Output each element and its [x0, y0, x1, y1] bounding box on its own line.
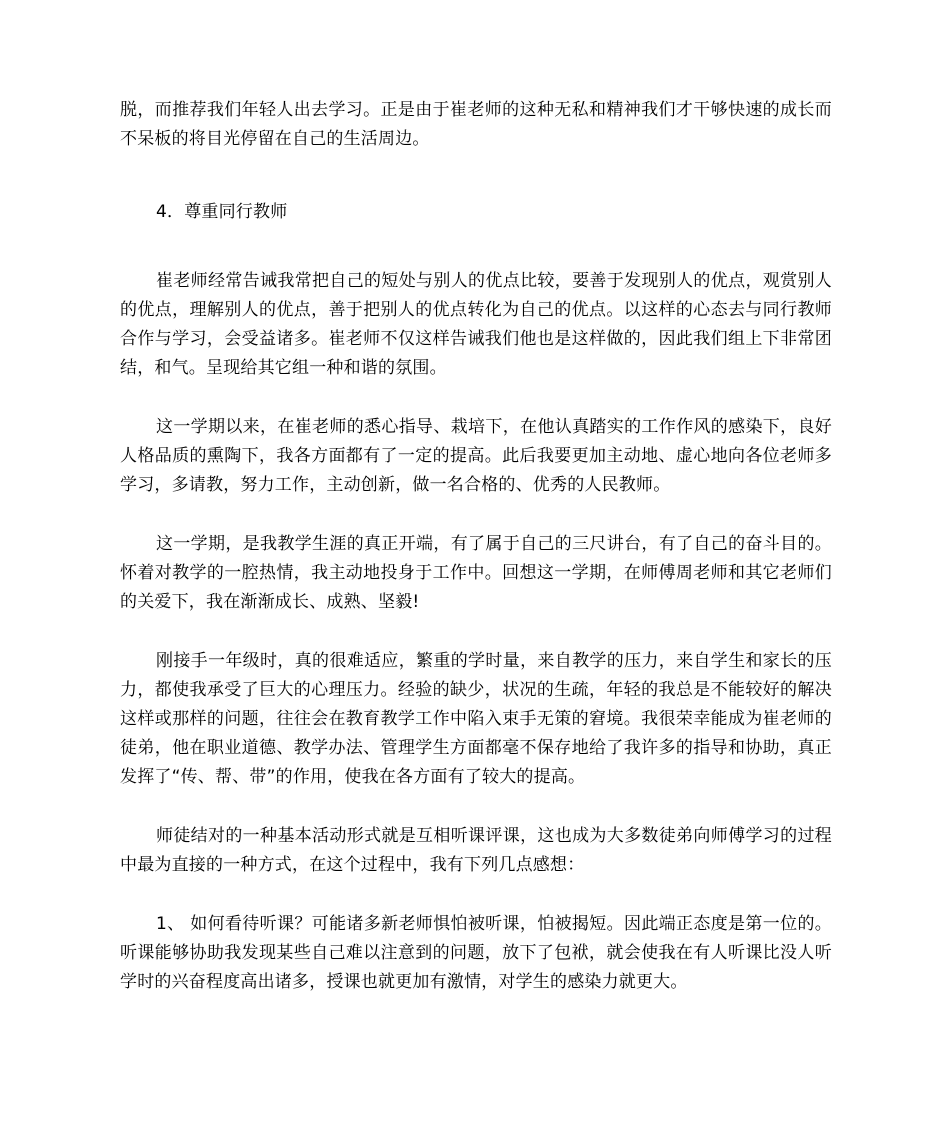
document-page — [120, 96, 832, 997]
paragraph: 1、 如何看待听课？可能诸多新老师惧怕被听课，怕被揭短。因此端正态度是第一位的。听课能够协助我发现某些自己难以注意到的问题，放下了包袱，就会使我在有人听课比没人听学时的兴奋程度高出诸多，授课也就更加有激情，对学生的感染力就更大。 — [120, 914, 832, 992]
paragraph: 崔老师经常告诫我常把自己的短处与别人的优点比较，要善于发现别人的优点，观赏别人的优点，理解别人的优点，善于把别人的优点转化为自己的优点。以这样的心态去与同行教师合作与学习，会受益诸多。崔老师不仅这样告诫我们他也是这样做的，因此我们组上下非常团结，和气。呈现给其它组一种和谐的氛围。 — [120, 271, 832, 378]
paragraph: 刚接手一年级时，真的很难适应，繁重的学时量，来自教学的压力，来自学生和家长的压力，都使我承受了巨大的心理压力。经验的缺少，状况的生疏，年轻的我总是不能较好的解决这样或那样的问题，往往会在教育教学工作中陷入束手无策的窘境。我很荣幸能成为崔老师的徒弟，他在职业道德、教学办法、管理学生方面都毫不保存地给了我许多的指导和协助，真正发挥了“传、帮、带”的作用，使我在各方面有了较大的提高。 — [120, 651, 832, 787]
paragraph-continuation: 脱，而推荐我们年轻人出去学习。正是由于崔老师的这种无私和精神我们才干够快速的成长而不呆板的将目光停留在自己的生活周边。 — [120, 100, 832, 149]
paragraph: 师徒结对的一种基本活动形式就是互相听课评课，这也成为大多数徒弟向师傅学习的过程中最为直接的一种方式，在这个过程中，我有下列几点感想： — [120, 826, 832, 875]
paragraph: 这一学期以来，在崔老师的悉心指导、栽培下，在他认真踏实的工作作风的感染下，良好人格品质的熏陶下，我各方面都有了一定的提高。此后我要更加主动地、虚心地向各位老师多学习，多请教，努力工作，主动创新，做一名合格的、优秀的人民教师。 — [120, 417, 832, 495]
paragraph: 这一学期，是我教学生涯的真正开端，有了属于自己的三尺讲台，有了自己的奋斗目的。怀着对教学的一腔热情，我主动地投身于工作中。回想这一学期，在师傅周老师和其它老师们的关爱下，我在渐渐成长、成熟、坚毅! — [120, 534, 832, 612]
section-heading: 4．尊重同行教师 — [156, 202, 288, 222]
